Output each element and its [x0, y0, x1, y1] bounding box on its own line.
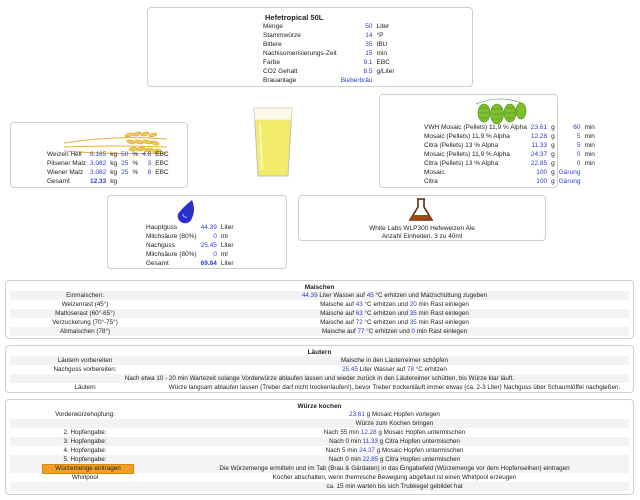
hop-time: Gärung	[558, 169, 581, 176]
yeast-panel	[298, 195, 546, 241]
malt-total-row	[45, 177, 171, 186]
hop-amount: 100	[536, 169, 548, 176]
recipe-unit	[375, 76, 397, 85]
value: 45	[366, 292, 374, 299]
recipe-value: 6.5	[363, 68, 373, 75]
laeutern-row	[10, 383, 629, 392]
water-label: Milchsäure (80%)	[146, 251, 197, 258]
water-value: 0	[213, 233, 217, 240]
water-row	[144, 223, 236, 232]
hops-table	[422, 123, 597, 186]
malt-amount: 3.082	[90, 160, 107, 167]
hop-addition-row	[10, 446, 629, 455]
water-total-label: Gesamt	[146, 260, 169, 267]
laeutern-label: Läutern	[74, 384, 96, 391]
hop-time: 60	[573, 124, 581, 131]
laeutern-title: Läutern	[307, 349, 332, 356]
water-panel	[107, 195, 287, 269]
hop-amount: 12.28	[530, 133, 548, 140]
text: °C erhitzen und	[362, 301, 410, 308]
text: Liter Wasser auf	[357, 366, 407, 373]
malt-percent: 25	[121, 169, 129, 176]
vwh-text	[160, 410, 629, 419]
water-row	[144, 241, 236, 250]
text: g Citra Hopfen untermischen	[378, 438, 460, 445]
recipe-table	[261, 22, 397, 85]
hop-amount: 22.85	[530, 160, 548, 167]
hop-name: Mosaic (Pellets) 11,9 % Alpha	[424, 151, 510, 158]
malt-ebc: 8	[147, 169, 152, 176]
text: °C erhitzen	[413, 366, 447, 373]
malt-amount-unit: kg	[110, 151, 118, 158]
whirlpool-text: Kocher abschalten, wenn thermische Bewegung abgeflaut ist einen Whirlpool erzeugen	[272, 474, 517, 481]
recipe-unit: °P	[376, 32, 384, 39]
water-table	[144, 223, 236, 268]
water-total-value: 69.84	[200, 260, 217, 267]
hop-addition-text	[160, 437, 629, 446]
recipe-row	[261, 67, 397, 76]
text: Maische auf	[320, 319, 356, 326]
hop-addition-text	[160, 428, 629, 437]
hop-time: 5	[576, 142, 581, 149]
hop-addition-label: 2. Hopfengabe:	[63, 429, 107, 436]
recipe-summary-panel	[147, 7, 473, 87]
malt-percent-unit: %	[132, 160, 139, 167]
recipe-label: Farbe	[263, 59, 280, 66]
flask-icon	[407, 197, 435, 223]
malt-percent-unit: %	[132, 151, 139, 158]
text: Maische auf	[321, 328, 358, 335]
malt-percent: 25	[121, 160, 129, 167]
text: g Mosaic Hopfen vorlegen	[364, 411, 440, 418]
hop-name: Mosaic (Pellets) 11,9 % Alpha	[424, 133, 510, 140]
value: 0	[411, 328, 416, 335]
recipe-unit: EBC	[376, 59, 390, 66]
malt-ebc-unit: EBC	[155, 169, 169, 176]
maischen-row	[10, 291, 629, 300]
hop-time: 0	[576, 160, 581, 167]
yeast-units: Anzahl Einheiten. 3 zu 40ml	[381, 233, 463, 240]
kochen-row	[10, 419, 629, 428]
recipe-row	[261, 58, 397, 67]
kochen-row	[10, 464, 629, 473]
hops-icon	[472, 96, 528, 126]
hop-time-unit: min	[584, 142, 595, 149]
hop-amount: 24.37	[530, 151, 548, 158]
malt-total-value: 12.33	[90, 178, 107, 185]
hop-row	[422, 168, 597, 177]
value: 35	[409, 310, 417, 317]
maischen-step-label: Einmaischen:	[66, 292, 104, 299]
text: min Rast einlegen	[416, 301, 469, 308]
hop-amount-unit: g	[551, 160, 555, 167]
value: 77	[357, 328, 365, 335]
kochen-panel	[5, 399, 634, 495]
malt-percent-unit: %	[132, 169, 139, 176]
malt-row	[45, 159, 171, 168]
text: g Mosaic Hopfen untermischen	[376, 429, 466, 436]
water-value: 44.39	[200, 224, 217, 231]
water-unit: Liter	[220, 224, 234, 231]
malt-total-unit: kg	[110, 178, 118, 185]
kochen-row	[10, 482, 629, 491]
nachguss-prep-text	[160, 365, 629, 374]
value: 78	[406, 366, 414, 373]
malt-total-label: Gesamt	[47, 178, 70, 185]
recipe-row	[261, 22, 397, 31]
text: °C erhitzen und Malzschüttung zugeben	[373, 292, 488, 299]
hop-row	[422, 123, 597, 132]
maischen-panel	[5, 280, 634, 339]
value: 24.37	[359, 447, 375, 454]
value: 23.61	[349, 411, 365, 418]
malt-table	[45, 150, 171, 186]
value: 63	[355, 310, 363, 317]
hop-time: Gärung	[558, 178, 581, 185]
laeutern-panel	[5, 345, 634, 393]
maischen-row	[10, 327, 629, 336]
maischen-step-text	[160, 309, 629, 318]
water-label: Milchsäure (80%)	[146, 233, 197, 240]
maischen-row	[10, 309, 629, 318]
water-unit: ml	[220, 251, 228, 258]
malt-ebc: 4.8	[142, 151, 152, 158]
malt-amount-unit: kg	[110, 160, 118, 167]
recipe-unit: IBU	[376, 41, 388, 48]
text: °C erhitzen und	[362, 319, 410, 326]
maischen-step-label: Weizenrast (45°)	[61, 301, 109, 308]
value: 43	[355, 301, 363, 308]
recipe-value: Bieberbräu	[340, 77, 373, 84]
vorderwuerze-text: Nach etwa 10 - 20 min Wartezeit solange Vorderwürze ablaufen lassen und wieder zurück in den Läutereimer schütten, bis Würze klar läuft.	[124, 375, 515, 382]
recipe-unit: g/Liter	[376, 68, 395, 75]
laeutern-row	[10, 374, 629, 383]
hop-time-unit	[582, 168, 596, 177]
malt-panel	[10, 122, 188, 188]
text: g Mosaic Hopfen untermischen	[374, 447, 464, 454]
hop-time: 5	[576, 133, 581, 140]
nachguss-prep-label: Nachguss vorbereiten:	[53, 366, 117, 373]
kochen-title: Würze kochen	[297, 403, 342, 410]
recipe-label: Menge	[263, 23, 283, 30]
hop-amount: 23.61	[530, 124, 548, 131]
hop-addition-label: 5. Hopfengabe:	[63, 456, 107, 463]
recipe-value: 35	[365, 41, 373, 48]
malt-name: Wiener Malz	[47, 169, 84, 176]
recipe-value: 15	[365, 50, 373, 57]
hop-row	[422, 159, 597, 168]
maischen-step-label: Verzuckerung (70°-75°)	[52, 319, 118, 326]
value: 22.85	[362, 456, 379, 463]
laeutern-row	[10, 365, 629, 374]
malt-name: Weizen Hell	[47, 151, 82, 158]
recipe-row	[261, 40, 397, 49]
recipe-unit: min	[376, 50, 387, 57]
recipe-value: 50	[365, 23, 373, 30]
hop-amount-unit: g	[551, 169, 555, 176]
text: °C erhitzen und	[364, 328, 412, 335]
water-unit: Liter	[220, 242, 234, 249]
wuerzemenge-button[interactable]: Würzemenge eintragen	[42, 464, 134, 474]
hop-amount-unit: g	[551, 142, 555, 149]
maischen-row	[10, 300, 629, 309]
water-unit: ml	[220, 233, 228, 240]
maischen-step-label: Abmaischen (78°)	[59, 328, 111, 335]
text: Maische auf	[320, 301, 356, 308]
hop-name: VWH Mosaic (Pellets) 11,9 % Alpha	[424, 124, 527, 131]
recipe-title: Hefetropical 50L	[265, 13, 324, 22]
recipe-label: CO2 Gehalt	[263, 68, 298, 75]
malt-name: Pilsener Malz	[47, 160, 87, 167]
laeutern-text: Würze langsam ablaufen lassen (Treber darf nicht trockenlaufen!), bevor Treber trockenläuft immer etwas (ca. 2-3 Liter) Nachguss über Schaumlöffel nachgießen.	[168, 384, 621, 391]
hop-addition-text	[160, 446, 629, 455]
hops-panel	[379, 94, 595, 188]
hop-addition-row	[10, 455, 629, 464]
hop-time-unit: min	[584, 133, 595, 140]
recipe-label: Stammwürze	[263, 32, 301, 39]
trubkegel-text: ca. 15 min warten bis sich Trubkegel gebildet hat	[326, 483, 463, 490]
value: 72	[355, 319, 363, 326]
malt-ebc-unit: EBC	[155, 151, 169, 158]
recipe-label: Brauanlage	[263, 77, 297, 84]
water-value: 25.45	[200, 242, 217, 249]
water-drop-icon	[172, 198, 200, 224]
hop-amount-unit: g	[551, 133, 555, 140]
value: 44.39	[301, 292, 318, 299]
maischen-step-text	[160, 291, 629, 300]
recipe-label: Nachisomerisierungs-Zeit	[263, 50, 337, 57]
malt-ebc: 3	[147, 160, 152, 167]
maischen-row	[10, 318, 629, 327]
hop-time: 0	[576, 151, 581, 158]
hop-addition-label: 4. Hopfengabe:	[63, 447, 107, 454]
text: Maische auf	[320, 310, 356, 317]
malt-percent: 50	[121, 151, 129, 158]
maischen-step-text	[160, 318, 629, 327]
text: min Rast einlegen	[416, 319, 469, 326]
hop-addition-row	[10, 437, 629, 446]
hop-time-unit	[582, 177, 596, 186]
hop-time-unit: min	[584, 124, 595, 131]
text: Nach 55 min	[323, 429, 361, 436]
hop-name: Citra (Pellets) 13 % Alpha	[424, 160, 499, 167]
value: 35	[409, 319, 417, 326]
hop-row	[422, 141, 597, 150]
hop-addition-text	[160, 455, 629, 464]
yeast-name: White Labs WLP300 Hefeweizen Ale	[369, 225, 475, 232]
malt-amount: 6.165	[90, 151, 107, 158]
malt-amount-unit: kg	[110, 169, 118, 176]
kochen-row	[10, 410, 629, 419]
hop-time-unit: min	[584, 151, 595, 158]
text: Liter Wasser auf	[317, 292, 367, 299]
text: g Citra Hopfen untermischen	[378, 456, 461, 463]
hop-time-unit: min	[584, 160, 595, 167]
maischen-step-text	[160, 327, 629, 336]
wuerzemenge-text: Die Würzemenge ermitteln und im Tab (Brau & Gärdaten) in das Eingabefeld (Würzemenge vor dem Hopfenseihen) eintragen	[219, 465, 570, 472]
hop-amount-unit: g	[551, 151, 555, 158]
water-label: Nachguss	[146, 242, 175, 249]
text: Nach 0 min	[329, 438, 363, 445]
vwh-label: Vorderwürzehopfung:	[55, 411, 115, 418]
text: min Rast einlegen	[416, 310, 469, 317]
recipe-unit: Liter	[376, 23, 390, 30]
maischen-step-text	[160, 300, 629, 309]
text: Nach 0 min	[328, 456, 363, 463]
hop-name: Citra (Pellets) 13 % Alpha	[424, 142, 499, 149]
water-row	[144, 232, 236, 241]
value: 20	[409, 301, 417, 308]
hop-row	[422, 150, 597, 159]
malt-row	[45, 168, 171, 177]
recipe-row	[261, 76, 397, 85]
recipe-value: 14	[365, 32, 373, 39]
hop-name: Mosaic	[424, 169, 445, 176]
hop-amount-unit: g	[551, 124, 555, 131]
value: 25.45	[342, 366, 358, 373]
malt-amount: 3.082	[90, 169, 107, 176]
maischen-title: Maischen	[304, 284, 335, 291]
kochen-row	[10, 473, 629, 482]
water-total-unit: Liter	[220, 260, 234, 267]
hop-row	[422, 177, 597, 186]
hop-addition-row	[10, 428, 629, 437]
value: 11.33	[362, 438, 378, 445]
recipe-label: Bittere	[263, 41, 282, 48]
hop-amount-unit: g	[551, 178, 555, 185]
water-total-row	[144, 259, 236, 268]
value: 12.28	[360, 429, 377, 436]
maischen-step-label: Maltoserast (60°-65°)	[55, 310, 115, 317]
recipe-value: 9.1	[363, 59, 373, 66]
water-row	[144, 250, 236, 259]
text: °C erhitzen und	[362, 310, 410, 317]
hop-amount: 11.33	[531, 142, 548, 149]
whirlpool-label: Whirlpool	[71, 474, 99, 481]
hop-row	[422, 132, 597, 141]
water-label: Hauptguss	[146, 224, 178, 231]
hop-amount: 100	[536, 178, 548, 185]
laeutern-prep-text: Maische in den Läuterreimer schöpfen	[340, 357, 449, 364]
malt-row	[45, 150, 171, 159]
malt-ebc-unit: EBC	[155, 160, 169, 167]
hop-name: Citra	[424, 178, 438, 185]
recipe-row	[261, 49, 397, 58]
hop-addition-label: 3. Hopfengabe:	[63, 438, 107, 445]
text: Nach 5 min	[325, 447, 360, 454]
beer-glass-icon	[250, 104, 296, 180]
laeutern-row	[10, 356, 629, 365]
laeutern-prep-label: Läutern vorbereiten	[57, 357, 113, 364]
recipe-row	[261, 31, 397, 40]
text: min Rast einlegen	[415, 328, 468, 335]
water-value: 0	[213, 251, 217, 258]
boil-text: Würze zum Kochen bringen	[355, 420, 434, 427]
